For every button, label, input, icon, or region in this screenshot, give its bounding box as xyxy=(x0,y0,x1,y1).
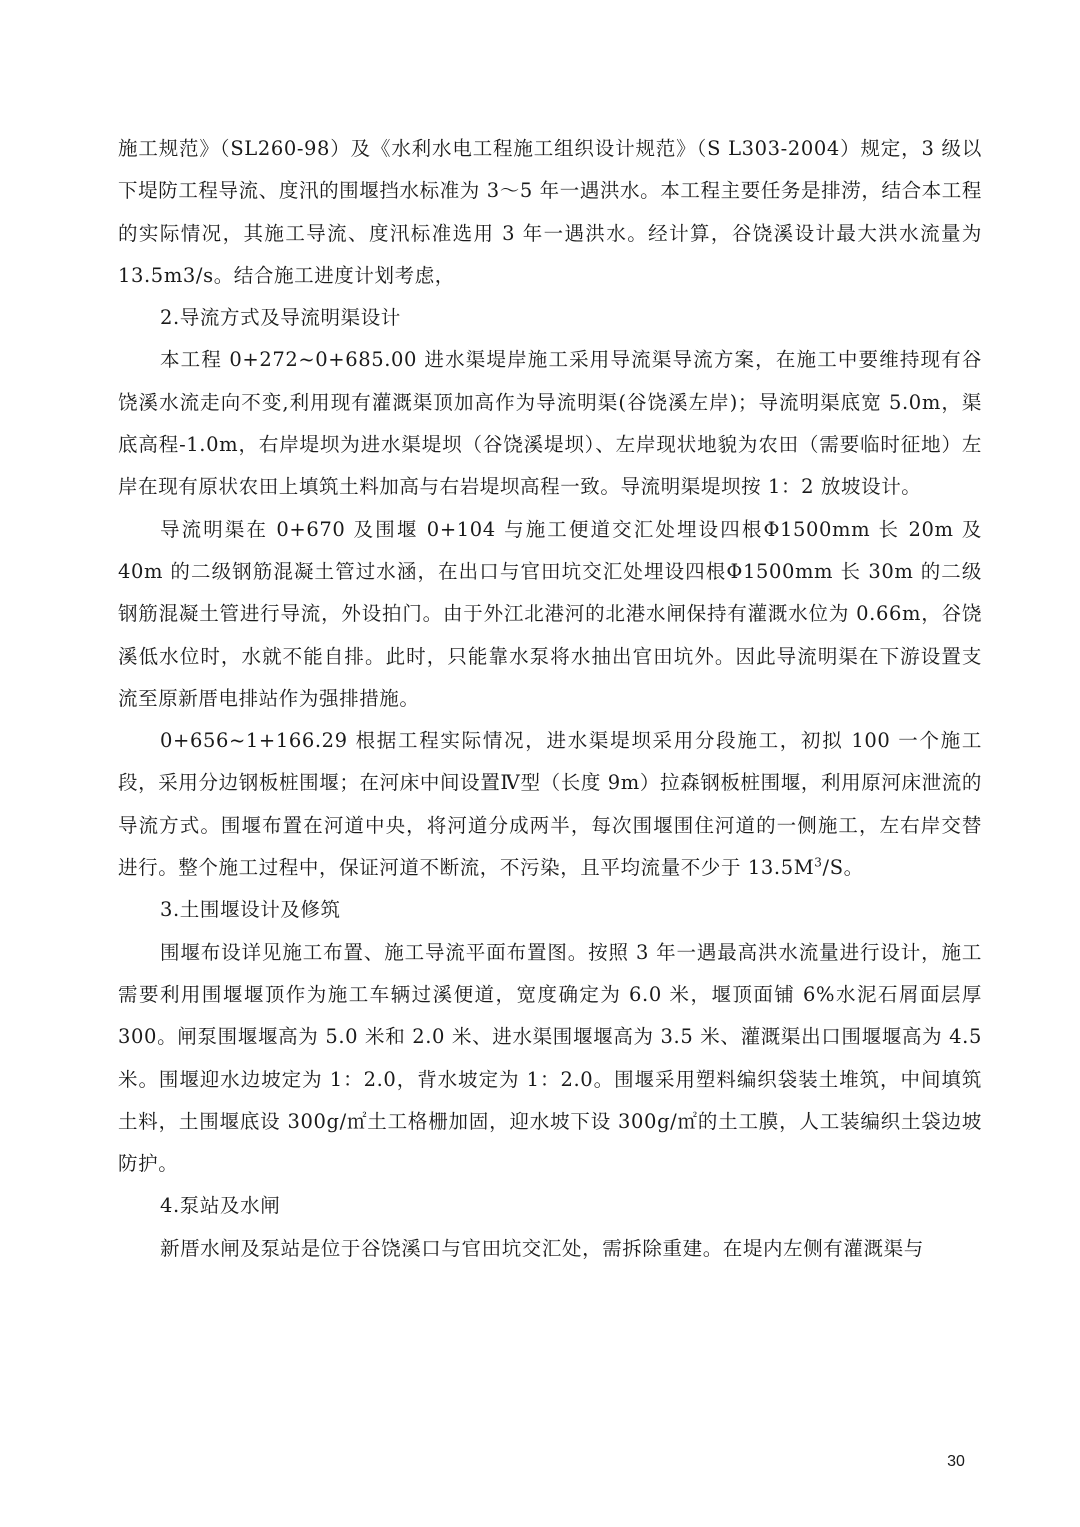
sectional-text-main: 0+656~1+166.29 根据工程实际情况，进水渠堤坝采用分段施工，初拟 100 一个施工段，采用分边钢板桩围堰；在河床中间设置Ⅳ型（长度 9m）拉森钢板桩围堰，利用原河床泄流的导流方式。围堰布置在河道中央，将河道分成两半，每次围堰围住河道的一侧施工，左右岸交替进行。整个施工过程中，保证河道不断流，不污染，且平均流量不少于 13.5M xyxy=(118,729,982,880)
paragraph-culvert-pipes: 导流明渠在 0+670 及围堰 0+104 与施工便道交汇处埋设四根Φ1500mm 长 20m 及 40m 的二级钢筋混凝土管过水涵，在出口与官田坑交汇处埋设四根Φ1500mm 长 30m 的二级钢筋混凝土管进行导流，外设拍门。由于外江北港河的北港水闸保持有灌溉水位为 0.66m，谷饶溪低水位时，水就不能自排。此时，只能靠水泵将水抽出官田坑外。因此导流明渠在下游设置支流至原新厝电排站作为强排措施。 xyxy=(118,517,982,710)
heading-diversion-method: 2.导流方式及导流明渠设计 xyxy=(160,306,401,330)
heading-cofferdam-design: 3.土围堰设计及修筑 xyxy=(160,898,341,922)
paragraph-diversion-channel: 本工程 0+272~0+685.00 进水渠堤岸施工采用导流渠导流方案，在施工中要维持现有谷饶溪水流走向不变,利用现有灌溉渠顶加高作为导流明渠(谷饶溪左岸)；导流明渠底宽 5.0m，渠底高程-1.0m，右岸堤坝为进水渠堤坝（谷饶溪堤坝）、左岸现状地貌为农田（需要临时征地）左岸在现有原状农田上填筑土料加高与右岩堤坝高程一致。导流明渠堤坝按 1：2 放坡设计。 xyxy=(118,348,982,499)
page-number: 30 xyxy=(947,1453,965,1470)
paragraph-pump-station: 新厝水闸及泵站是位于谷饶溪口与官田坑交汇处，需拆除重建。在堤内左侧有灌溉渠与 xyxy=(160,1236,924,1260)
paragraph-cofferdam-layout: 围堰布设详见施工布置、施工导流平面布置图。按照 3 年一遇最高洪水流量进行设计，施工需要利用围堰堰顶作为施工车辆过溪便道，宽度确定为 6.0 米，堰顶面铺 6%水泥石屑面层厚 300。闸泵围堰堰高为 5.0 米和 2.0 米、进水渠围堰堰高为 3.5 米、灌溉渠出口围堰堰高为 4.5 米。围堰迎水边坡定为 1：2.0，背水坡定为 1：2.0。围堰采用塑料编织袋装土堆筑，中间填筑土料，土围堰底设 300g/㎡土工格栅加固，迎水坡下设 300g/㎡的土工膜，人工装编织土袋边坡防护。 xyxy=(118,940,982,1176)
cubic-superscript: 3 xyxy=(814,855,823,870)
paragraph-construction-standard: 施工规范》（SL260-98）及《水利水电工程施工组织设计规范》（S L303-2004）规定，3 级以下堤防工程导流、度汛的围堰挡水标准为 3～5 年一遇洪水。本工程主要任务是排涝，结合本工程的实际情况，其施工导流、度汛标准选用 3 年一遇洪水。经计算，谷饶溪设计最大洪水流量为 13.5m3/s。结合施工进度计划考虑， xyxy=(118,137,982,287)
page-body xyxy=(118,128,982,1270)
sectional-text-tail: /S。 xyxy=(822,856,864,880)
paragraph-sectional-construction xyxy=(118,720,982,889)
heading-pump-station: 4.泵站及水闸 xyxy=(160,1194,281,1218)
